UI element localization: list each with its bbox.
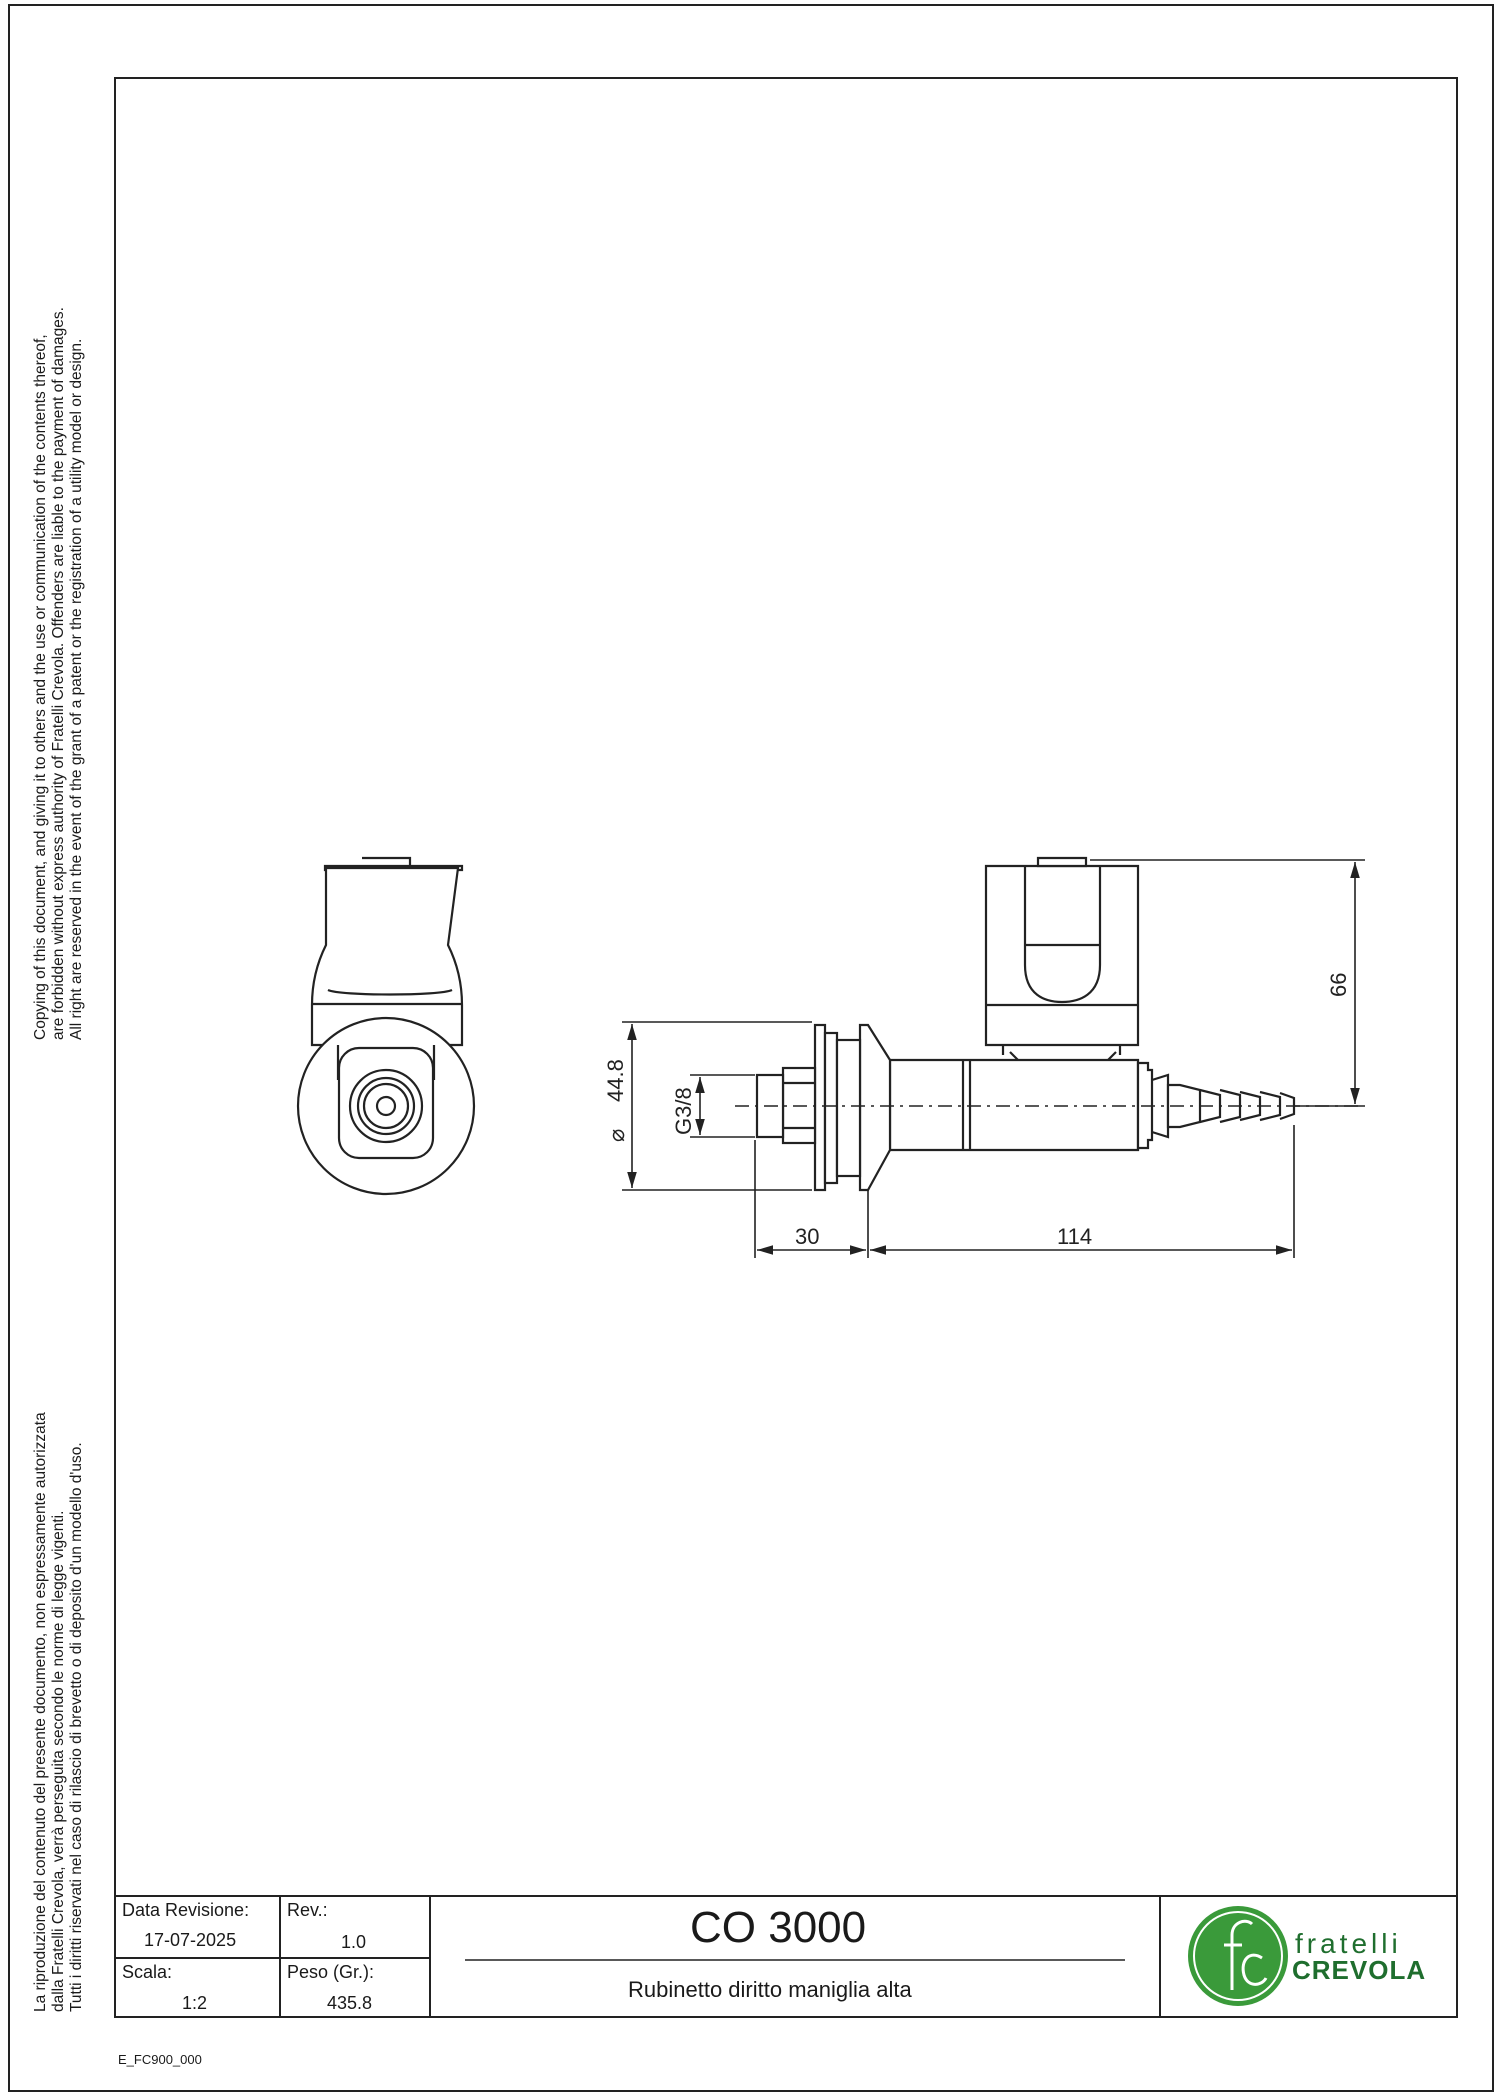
notice-it-line-2: dalla Fratelli Crevola, verrà perseguita secondo le norme di legge vigenti. [50,1510,67,2012]
diameter-symbol: ⌀ [604,1128,629,1142]
scale-value: 1:2 [182,1993,208,2013]
dim-diameter-text: 44.8 [603,1059,628,1102]
rev-value: 1.0 [341,1932,367,1952]
dim-thread-text: G3/8 [671,1087,696,1135]
logo-line-1: fratelli [1295,1928,1402,1959]
notice-en-line-3: All right are reserved in the event of the grant of a patent or the registration of a utility model or design. [68,338,85,1040]
weight-value: 435.8 [327,1993,373,2013]
notice-en-line-1: Copying of this document, and giving it to others and the use or communication of the contents thereof, [32,334,49,1040]
product-code: CO 3000 [690,1903,867,1952]
rev-label: Rev.: [287,1900,328,1920]
footer-code: E_FC900_000 [118,2052,202,2067]
notice-en-line-2: are forbidden without express authority of Fratelli Crevola. Offenders are liable to the payment of damages. [50,307,67,1040]
notice-it-line-1: La riproduzione del contenuto del presente documento, non espressamente autorizzata [32,1412,49,2012]
scale-label: Scala: [122,1962,173,1982]
revision-date-label: Data Revisione: [122,1900,250,1920]
revision-date-value: 17-07-2025 [144,1930,237,1950]
product-description: Rubinetto diritto maniglia alta [628,1977,912,2002]
dim-height-text: 66 [1326,972,1351,997]
dim-length-body-text: 114 [1057,1224,1093,1249]
notice-it-line-3: Tutti i diritti riservati nel caso di rilascio di brevetto o di deposito d'un modello d'uso. [68,1442,85,2012]
logo-line-2: CREVOLA [1292,1955,1427,1985]
dim-length-wall-text: 30 [795,1224,820,1249]
company-logo [1188,1906,1288,2006]
front-view [757,858,1294,1190]
side-view [298,858,474,1194]
weight-label: Peso (Gr.): [287,1962,375,1982]
